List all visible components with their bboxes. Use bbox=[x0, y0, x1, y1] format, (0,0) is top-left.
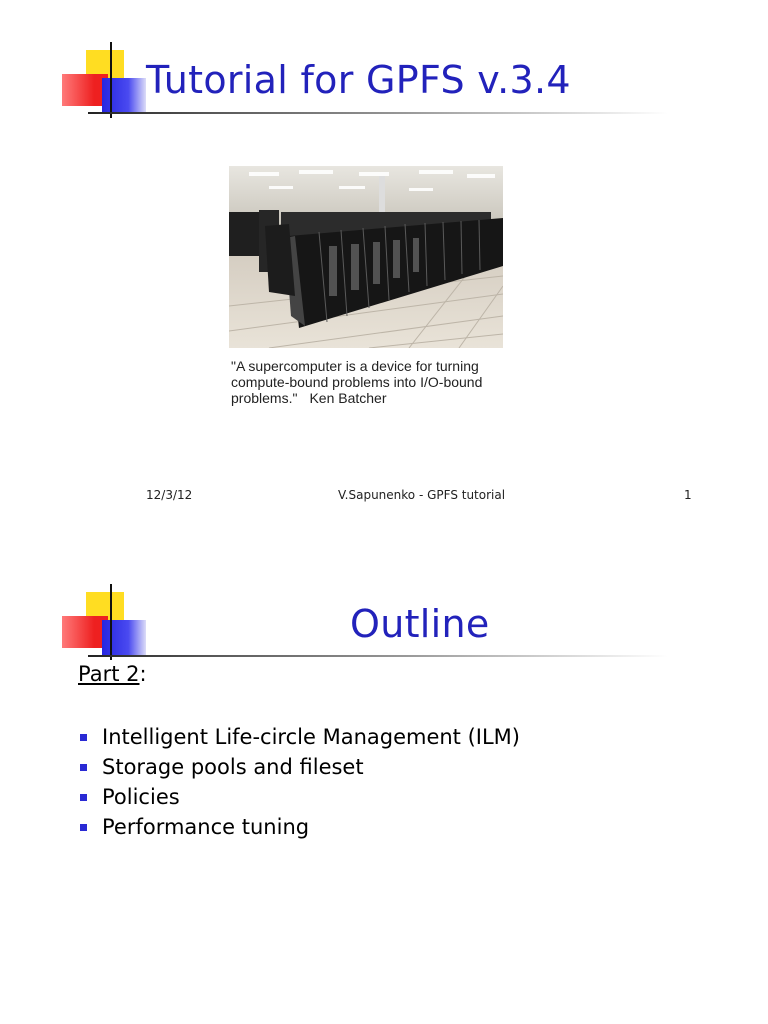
quote-text: "A supercomputer is a device for turning compute-bound problems into I/O-bound problems." bbox=[231, 358, 483, 406]
title-rule bbox=[88, 655, 668, 657]
square-bullet-icon bbox=[80, 734, 87, 741]
slide-title: Outline bbox=[350, 602, 490, 646]
list-item: Intelligent Life-circle Management (ILM) bbox=[78, 722, 520, 752]
list-item: Policies bbox=[78, 782, 520, 812]
square-bullet-icon bbox=[80, 794, 87, 801]
part-heading bbox=[78, 662, 147, 686]
square-bullet-icon bbox=[80, 824, 87, 831]
footer-title: V.Sapunenko - GPFS tutorial bbox=[338, 488, 506, 502]
footer-page-number: 1 bbox=[684, 488, 692, 502]
square-bullet-icon bbox=[80, 764, 87, 771]
corner-squares-logo-icon bbox=[62, 592, 152, 672]
part-suffix: : bbox=[139, 662, 147, 686]
quote-author: Ken Batcher bbox=[309, 390, 387, 406]
corner-squares-logo-icon bbox=[62, 50, 152, 130]
list-item: Storage pools and fileset bbox=[78, 752, 520, 782]
slide-title: Tutorial for GPFS v.3.4 bbox=[146, 58, 571, 102]
list-item: Performance tuning bbox=[78, 812, 520, 842]
title-rule bbox=[88, 112, 668, 114]
quote-caption bbox=[231, 358, 521, 406]
part-label: Part 2 bbox=[78, 662, 140, 686]
supercomputer-photo bbox=[229, 166, 503, 348]
slide-2 bbox=[0, 512, 768, 1024]
outline-list bbox=[78, 722, 520, 842]
footer-date: 12/3/12 bbox=[146, 488, 193, 502]
